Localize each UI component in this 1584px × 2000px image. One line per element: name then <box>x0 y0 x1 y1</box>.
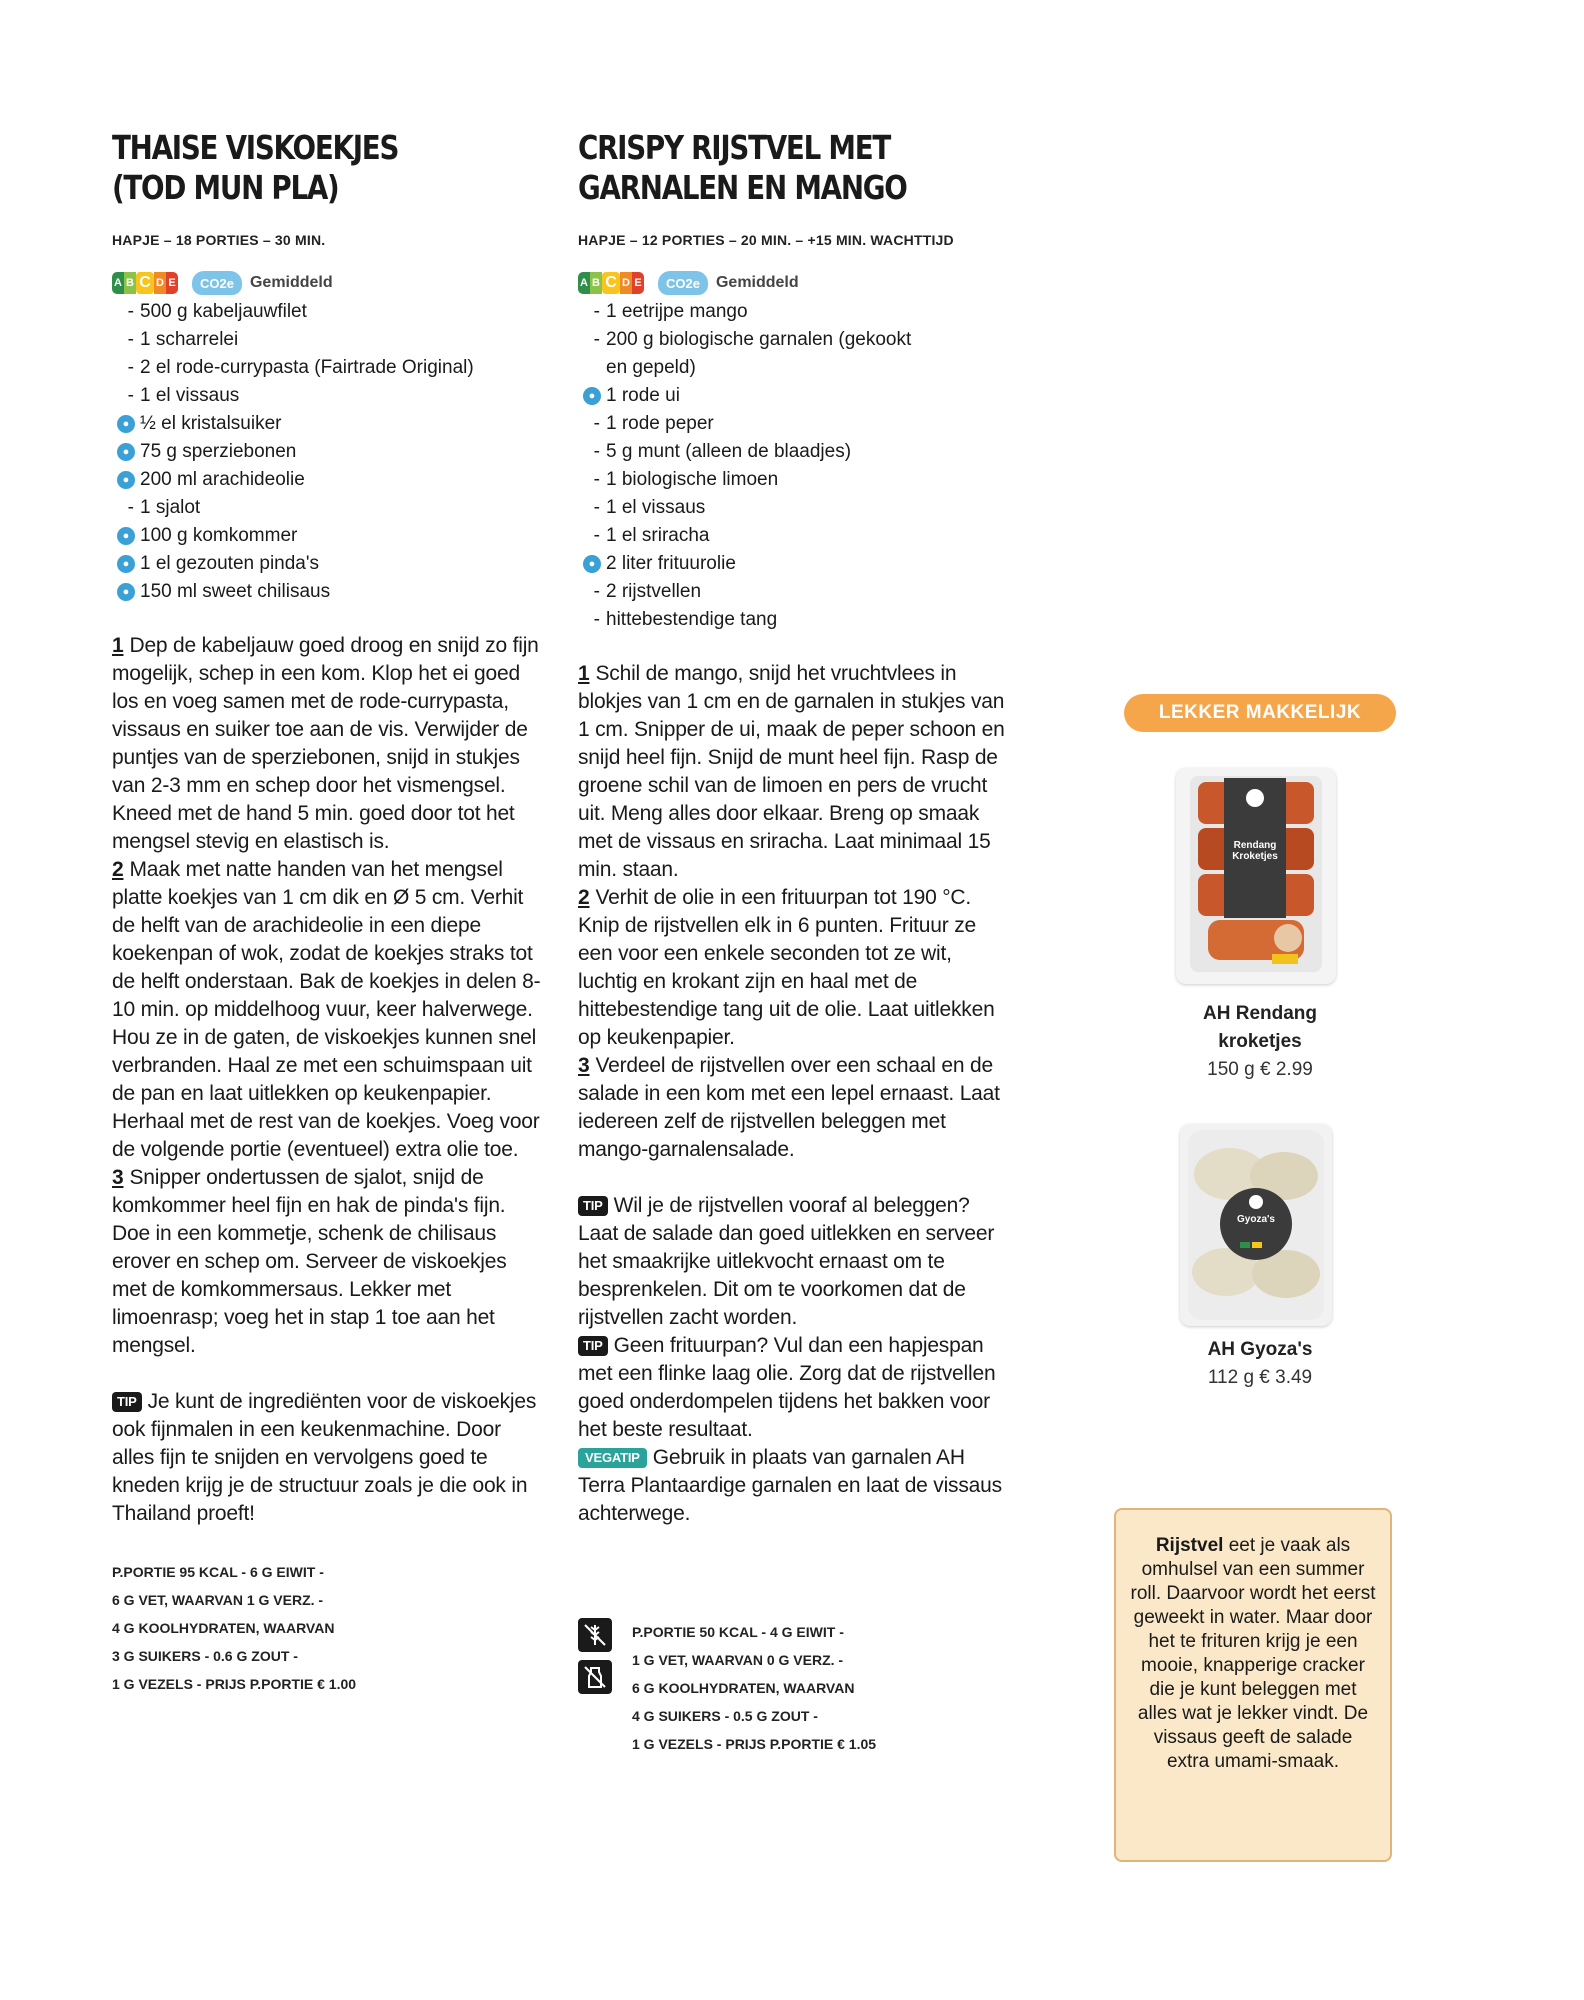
nutriscore-e: E <box>632 272 644 294</box>
recipe-steps <box>112 632 542 1528</box>
nutriscore-badge <box>112 272 178 294</box>
nutriscore-c: C <box>136 272 154 294</box>
ingredient-item: ● 200 ml arachideolie <box>112 466 542 494</box>
dash-icon: - <box>593 301 600 322</box>
water-drop-icon: ● <box>117 415 135 433</box>
ingredient-item: - 500 g kabeljauwfilet <box>112 298 542 326</box>
ingredient-item: - hittebestendige tang <box>578 606 1008 634</box>
info-text: eet je vaak als omhulsel van een summer roll. Daarvoor wordt het eerst geweekt in water. Maar door het te frituren krijg je een mooie, knapperige cracker die je kunt beleggen met alles wat je lekker vindt. De vissaus geeft de salade extra umami-smaak. <box>1130 1535 1376 1772</box>
dash-icon: - <box>593 413 600 434</box>
recipe-meta: HAPJE – 18 PORTIES – 30 MIN. <box>112 232 326 248</box>
dash-icon: - <box>127 301 134 322</box>
ingredient-item: - 1 el sriracha <box>578 522 1008 550</box>
recipe-title <box>578 128 1015 208</box>
ingredient-item: en gepeld) <box>606 357 696 378</box>
title-line: (TOD MUN PLA) <box>112 168 339 207</box>
tip: TIP Geen frituurpan? Vul dan een hapjespan met een flinke laag olie. Zorg dat de rijstvellen goed onderdompelen tijdens het bakken voor het beste resultaat. <box>578 1334 996 1441</box>
vegatip-badge: VEGATIP <box>578 1448 647 1468</box>
recipe-meta: HAPJE – 12 PORTIES – 20 MIN. – +15 MIN. WACHTTIJD <box>578 232 954 248</box>
lekker-makkelijk-badge: LEKKER MAKKELIJK <box>1124 694 1396 732</box>
ingredient-item: ● 1 el gezouten pinda's <box>112 550 542 578</box>
co2-cloud-icon: CO2e <box>192 271 242 295</box>
pack-label: Rendang Kroketjes <box>1232 840 1278 862</box>
dash-icon: - <box>593 441 600 462</box>
step: 2 Verhit de olie in een frituurpan tot 190 °C. Knip de rijstvellen elk in 6 punten. Frituur ze een voor een enkele seconden tot ze wit, luchtig en krokant zijn en haal met de hittebestendige tang uit de olie. Laat uitlekken op keukenpapier. <box>578 886 995 1049</box>
ingredient-item: - 1 biologische limoen <box>578 466 1008 494</box>
water-drop-icon: ● <box>583 387 601 405</box>
title-line: THAISE VISKOEKJES <box>112 128 399 167</box>
dash-icon: - <box>593 525 600 546</box>
step: 2 Maak met natte handen van het mengsel platte koekjes van 1 cm dik en Ø 5 cm. Verhit de helft van de arachideolie in een diepe koekenpan of wok, zodat de koekjes straks tot de helft onderstaan. Bak de koekjes in delen 8-10 min. op middelhoog vuur, keer halverwege. Hou ze in de gaten, de viskoekjes kunnen snel verbranden. Haal ze met een schuimspaan uit de pan en laat uitlekken op keukenpapier. Herhaal met de rest van de koekjes. Voeg voor de volgende portie (eventueel) extra olie toe. <box>112 858 541 1161</box>
dash-icon: - <box>127 329 134 350</box>
rijstvel-info-box <box>1114 1508 1392 1862</box>
ingredient-item: - 1 sjalot <box>112 494 542 522</box>
dash-icon: - <box>127 497 134 518</box>
ingredient-item: - 5 g munt (alleen de blaadjes) <box>578 438 1008 466</box>
tip: TIP Je kunt de ingrediënten voor de viskoekjes ook fijnmalen in een keukenmachine. Door alles fijn te snijden en vervolgens goed te kneden krijg je de structuur zoals je die ook in Thailand proeft! <box>112 1390 537 1525</box>
nutriscore-c: C <box>602 272 620 294</box>
water-drop-icon: ● <box>117 583 135 601</box>
ingredient-item: ● ½ el kristalsuiker <box>112 410 542 438</box>
dash-icon: - <box>593 469 600 490</box>
ingredient-item: - 1 eetrijpe mango <box>578 298 1008 326</box>
step: 3 Snipper ondertussen de sjalot, snijd de komkommer heel fijn en hak de pinda's fijn. Doe in een kommetje, schenk de chilisaus erover en schep om. Serveer de viskoekjes met de komkommersaus. Lekker met limoenrasp; voeg het in stap 1 toe aan het mengsel. <box>112 1166 507 1357</box>
water-drop-icon: ● <box>117 555 135 573</box>
recipe-title <box>112 128 549 208</box>
nutrition-info: P.PORTIE 95 KCAL - 6 G EIWIT - 6 G VET, WAARVAN 1 G VERZ. - 4 G KOOLHYDRATEN, WAARVAN 3 G SUIKERS - 0.6 G ZOUT - 1 G VEZELS - PRIJS P.PORTIE € 1.00 <box>112 1564 357 1692</box>
ingredient-item: - 200 g biologische garnalen (gekookt <box>578 326 1008 354</box>
title-line: GARNALEN EN MANGO <box>578 168 907 207</box>
recipe-thaise-viskoekjes <box>112 128 542 1698</box>
product-price: 150 g € 2.99 <box>1207 1059 1313 1080</box>
gyoza-pack-illustration <box>1180 1124 1332 1326</box>
nutriscore-a: A <box>112 272 124 294</box>
nutrition-info: P.PORTIE 50 KCAL - 4 G EIWIT - 1 G VET, WAARVAN 0 G VERZ. - 6 G KOOLHYDRATEN, WAARVAN 4 G SUIKERS - 0.5 G ZOUT - 1 G VEZELS - PRIJS P.PORTIE € 1.05 <box>632 1624 877 1752</box>
ingredient-item: - 1 scharrelei <box>112 326 542 354</box>
recipe-labels <box>112 268 542 298</box>
product-image-rendang[interactable] <box>1176 768 1336 984</box>
water-drop-icon: ● <box>117 471 135 489</box>
step: 3 Verdeel de rijstvellen over een schaal en de salade in een kom met een lepel ernaast. Laat iedereen zelf de rijstvellen beleggen met mango-garnalensalade. <box>578 1054 1000 1161</box>
nutriscore-badge <box>578 272 644 294</box>
ingredient-item: ● 100 g komkommer <box>112 522 542 550</box>
dash-icon: - <box>593 329 600 350</box>
ingredient-item: - 1 rode peper <box>578 410 1008 438</box>
recipe-labels <box>578 268 1008 298</box>
dash-icon: - <box>593 581 600 602</box>
water-drop-icon: ● <box>117 443 135 461</box>
ingredient-item: - 2 el rode-currypasta (Fairtrade Original) <box>112 354 542 382</box>
lactose-free-icon <box>578 1660 612 1694</box>
dash-icon: - <box>593 609 600 630</box>
tip-badge: TIP <box>578 1336 608 1356</box>
co2-label: Gemiddeld <box>249 274 333 291</box>
water-drop-icon: ● <box>583 555 601 573</box>
vegatip: VEGATIP Gebruik in plaats van garnalen AH Terra Plantaardige garnalen en laat de vissaus achterwege. <box>578 1446 1002 1525</box>
diet-icons <box>578 1618 612 1702</box>
recipe-crispy-rijstvel <box>578 128 1008 1528</box>
rendang-pack-illustration <box>1176 768 1336 984</box>
step: 1 Schil de mango, snijd het vruchtvlees in blokjes van 1 cm en de garnalen in stukjes van 1 cm. Snipper de ui, maak de peper schoon en snijd heel fijn. Snijd de munt heel fijn. Rasp de groene schil van de limoen en pers de vrucht uit. Meng alles door elkaar. Breng op smaak met de vissaus en sriracha. Laat minimaal 15 min. staan. <box>578 662 1005 881</box>
product-name: AH Gyoza's <box>1207 1339 1313 1360</box>
tip: TIP Wil je de rijstvellen vooraf al beleggen? Laat de salade dan goed uitlekken en serveer het smaakrijke uitlekvocht ernaast om te besprenkelen. Dit om te voorkomen dat de rijstvellen zacht worden. <box>578 1194 995 1329</box>
dash-icon: - <box>127 385 134 406</box>
dash-icon: - <box>127 357 134 378</box>
pack-label: Gyoza's <box>1237 1214 1275 1225</box>
nutriscore-b: B <box>124 272 136 294</box>
ingredient-list <box>578 298 1008 634</box>
nutriscore-b: B <box>590 272 602 294</box>
info-bold: Rijstvel <box>1155 1535 1224 1556</box>
product-price: 112 g € 3.49 <box>1207 1367 1313 1388</box>
ingredient-item: ● 2 liter frituurolie <box>578 550 1008 578</box>
ingredient-list <box>112 298 542 606</box>
ingredient-item: ● 75 g sperziebonen <box>112 438 542 466</box>
ingredient-item: - 1 el vissaus <box>578 494 1008 522</box>
ingredient-item: ● 1 rode ui <box>578 382 1008 410</box>
dash-icon: - <box>593 497 600 518</box>
nutriscore-d: D <box>620 272 632 294</box>
nutriscore-a: A <box>578 272 590 294</box>
tip-badge: TIP <box>578 1196 608 1216</box>
gluten-free-icon <box>578 1618 612 1652</box>
nutriscore-d: D <box>154 272 166 294</box>
step: 1 Dep de kabeljauw goed droog en snijd zo fijn mogelijk, schep in een kom. Klop het ei goed los en voeg samen met de rode-currypasta, vissaus en suiker toe aan de vis. Verwijder de puntjes van de sperziebonen, snijd in stukjes van 2-3 mm en schep door het vismengsel. Kneed met de hand 5 min. goed door tot het mengsel stevig en elastisch is. <box>112 634 539 853</box>
ingredient-item: ● 150 ml sweet chilisaus <box>112 578 542 606</box>
co2-cloud-icon: CO2e <box>658 271 708 295</box>
recipe-steps <box>578 660 1008 1528</box>
product-image-gyoza[interactable] <box>1180 1124 1332 1326</box>
ingredient-item: - 1 el vissaus <box>112 382 542 410</box>
ingredient-item: - 2 rijstvellen <box>578 578 1008 606</box>
water-drop-icon: ● <box>117 527 135 545</box>
co2-label: Gemiddeld <box>715 274 799 291</box>
tip-badge: TIP <box>112 1392 142 1412</box>
title-line: CRISPY RIJSTVEL MET <box>578 128 891 167</box>
product-name: AH Rendang kroketjes <box>1203 1003 1317 1052</box>
nutriscore-e: E <box>166 272 178 294</box>
